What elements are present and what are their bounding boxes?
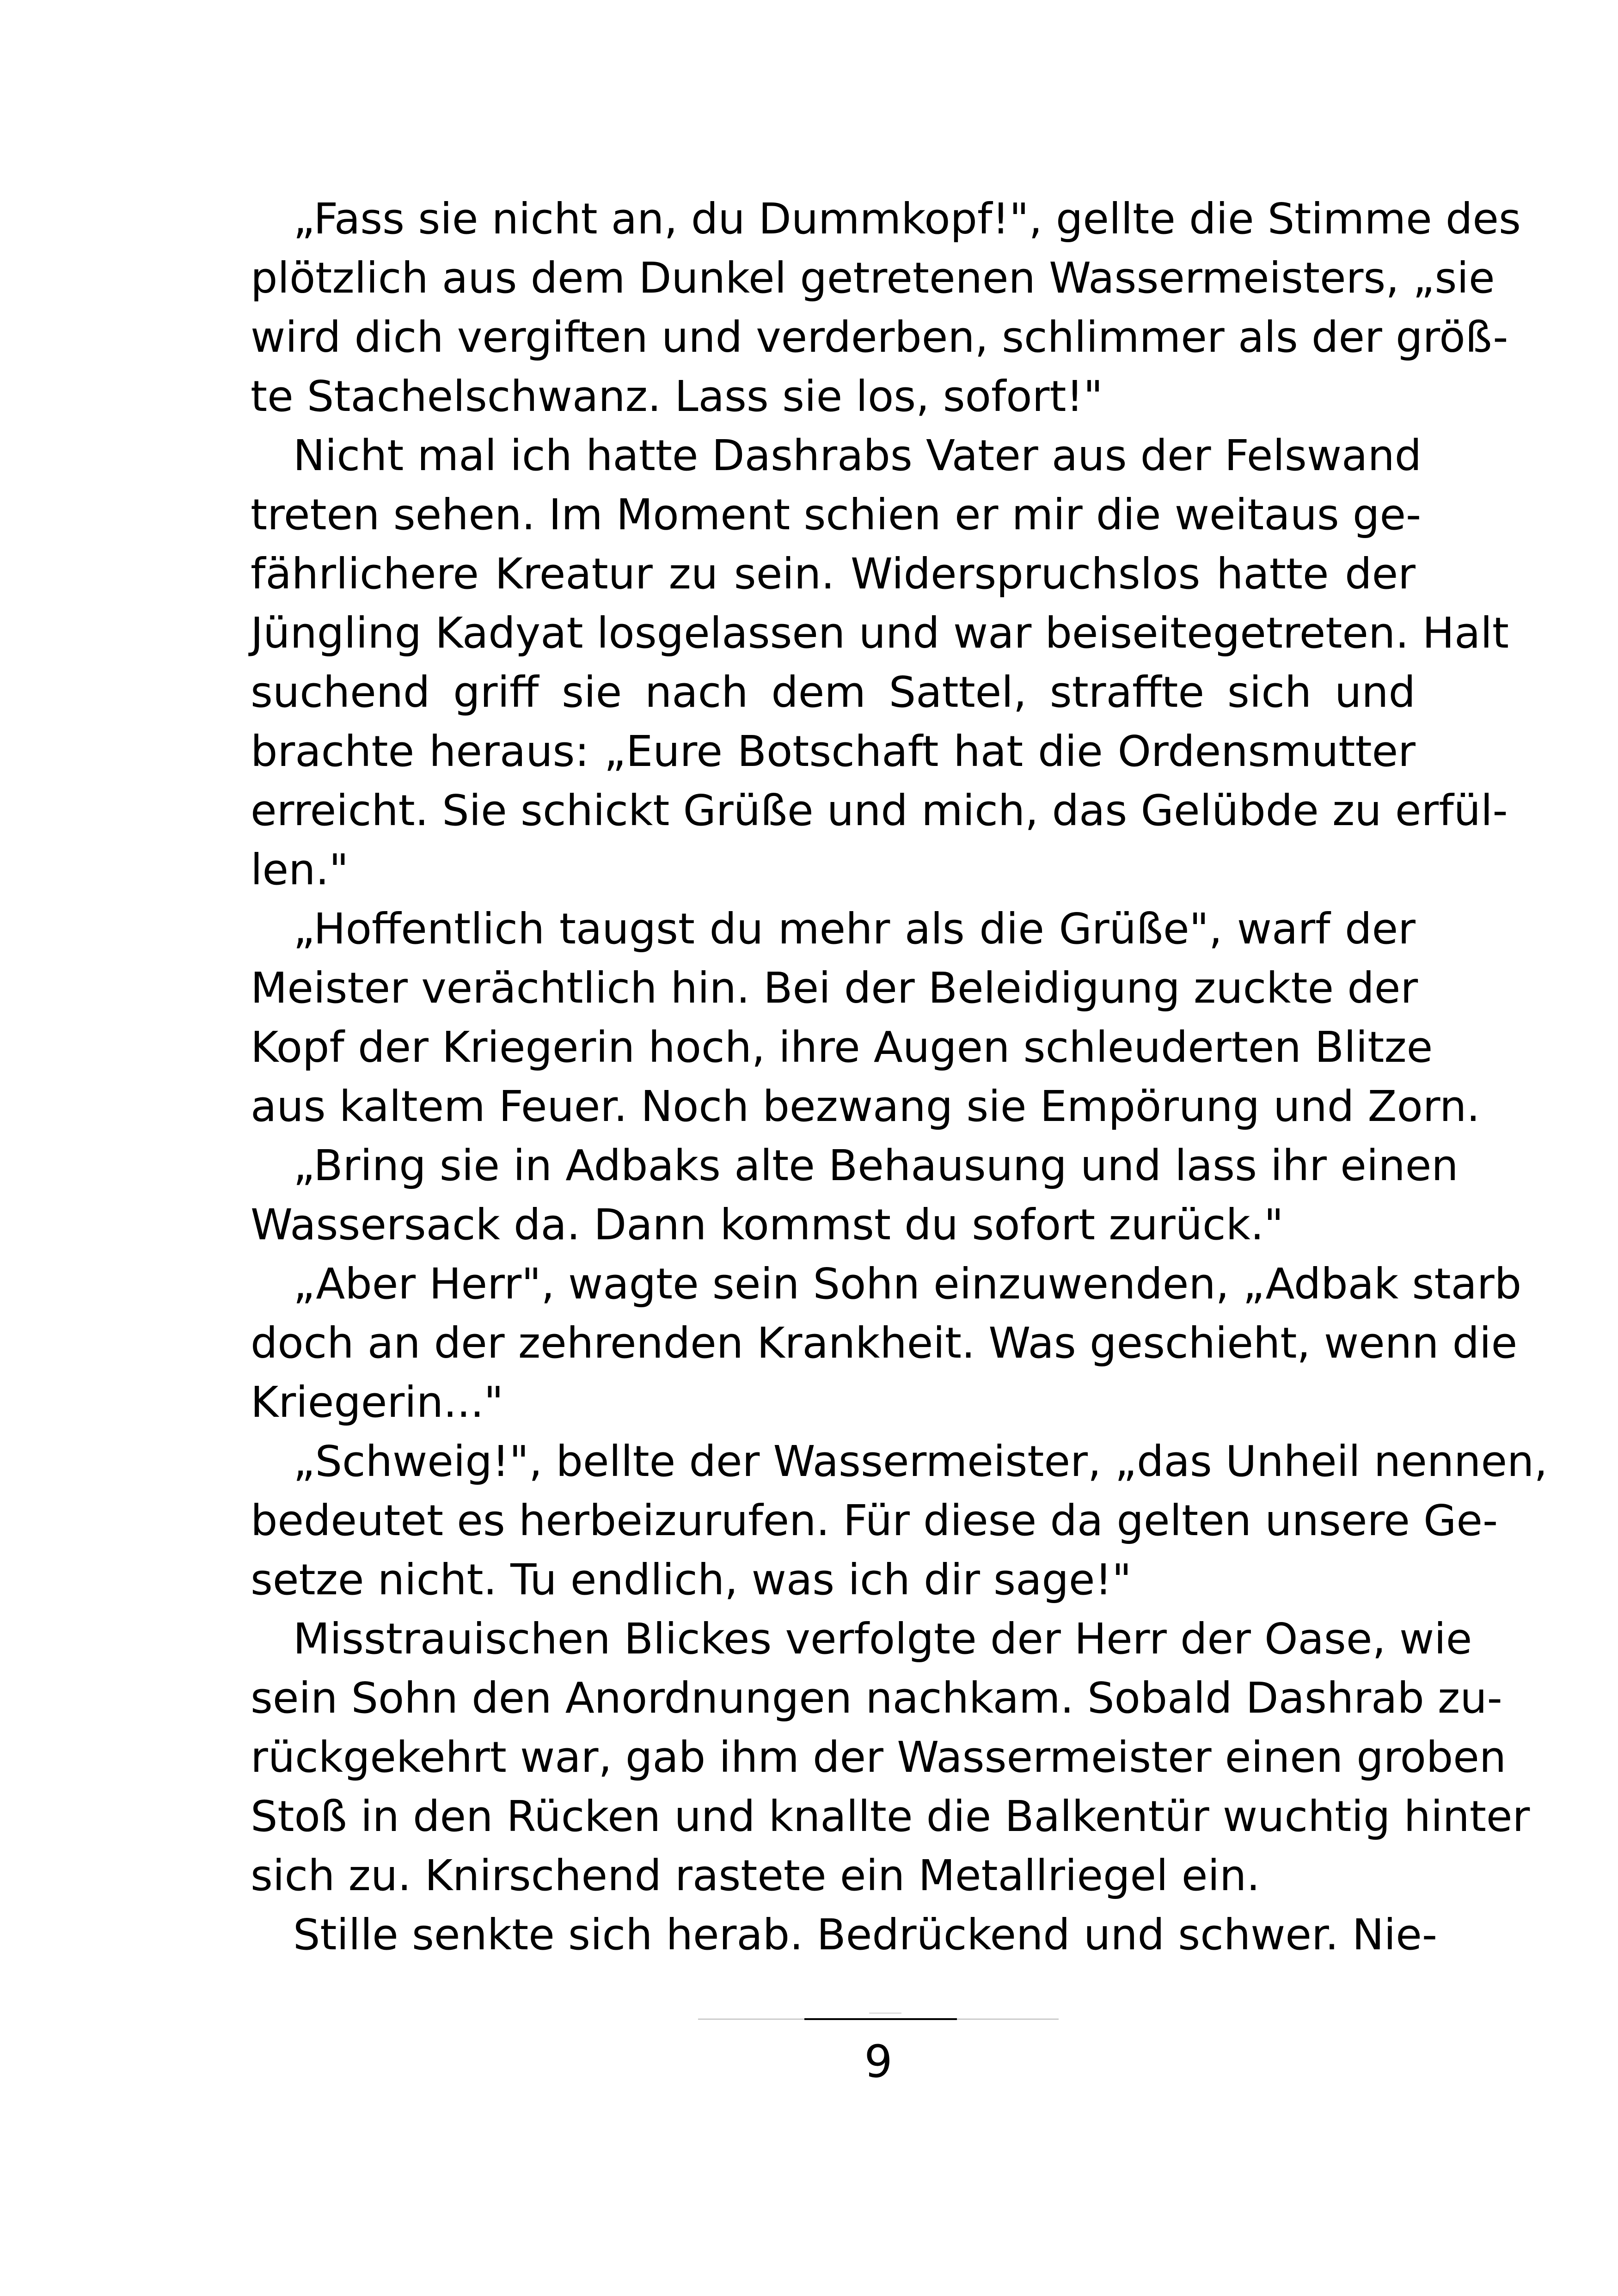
- text-line: treten sehen. Im Moment schien er mir die weitaus ge-: [251, 490, 1422, 539]
- footer-rule: [698, 2018, 1059, 2020]
- text-line: „Fass sie nicht an, du Dummkopf!", gellte die Stimme des: [293, 194, 1521, 244]
- text-line: bedeutet es herbeizurufen. Für diese da gelten unsere Ge-: [251, 1496, 1498, 1545]
- footer-rule-tick: [869, 2013, 901, 2014]
- text-line: brachte heraus: „Eure Botschaft hat die Ordensmutter: [251, 727, 1416, 776]
- text-line: Kopf der Kriegerin hoch, ihre Augen schleuderten Blitze: [251, 1022, 1433, 1072]
- text-line: doch an der zehrenden Krankheit. Was geschieht, wenn die: [251, 1318, 1518, 1368]
- text-line: Misstrauischen Blickes verfolgte der Herr der Oase, wie: [293, 1614, 1472, 1664]
- text-line: erreicht. Sie schickt Grüße und mich, das Gelübde zu erfül-: [251, 786, 1508, 835]
- text-line: Stoß in den Rücken und knallte die Balkentür wuchtig hinter: [251, 1792, 1530, 1841]
- text-line: rückgekehrt war, gab ihm der Wassermeister einen groben: [251, 1733, 1507, 1782]
- text-line: Stille senkte sich herab. Bedrückend und schwer. Nie-: [293, 1910, 1438, 1959]
- text-line: sich zu. Knirschend rastete ein Metallriegel ein.: [251, 1851, 1260, 1900]
- text-line: Meister verächtlich hin. Bei der Beleidigung zuckte der: [251, 963, 1418, 1013]
- text-line: Wassersack da. Dann kommst du sofort zurück.": [251, 1200, 1284, 1249]
- text-line: wird dich vergiften und verderben, schlimmer als der größ-: [251, 312, 1508, 362]
- text-line: suchend griff sie nach dem Sattel, straffte sich und: [251, 667, 1416, 717]
- body-text: [251, 190, 1548, 1965]
- text-line: Jüngling Kadyat losgelassen und war beiseitegetreten. Halt: [251, 608, 1509, 658]
- text-line: te Stachelschwanz. Lass sie los, sofort!": [251, 372, 1103, 421]
- text-line: „Aber Herr", wagte sein Sohn einzuwenden, „Adbak starb: [293, 1259, 1522, 1309]
- text-line: plötzlich aus dem Dunkel getretenen Wassermeisters, „sie: [251, 253, 1495, 303]
- text-line: Nicht mal ich hatte Dashrabs Vater aus der Felswand: [293, 431, 1422, 480]
- text-line: setze nicht. Tu endlich, was ich dir sage!": [251, 1555, 1132, 1604]
- text-line: aus kaltem Feuer. Noch bezwang sie Empörung und Zorn.: [251, 1082, 1480, 1131]
- footer-rule-thick: [804, 2018, 957, 2020]
- text-line: „Schweig!", bellte der Wassermeister, „das Unheil nennen,: [293, 1437, 1548, 1486]
- text-line: len.": [251, 845, 349, 894]
- text-line: „Hoffentlich taugst du mehr als die Grüße", warf der: [293, 904, 1416, 954]
- text-line: Kriegerin...": [251, 1378, 504, 1427]
- page-number: 9: [864, 2036, 893, 2088]
- text-line: sein Sohn den Anordnungen nachkam. Sobald Dashrab zu-: [251, 1673, 1502, 1723]
- text-line: „Bring sie in Adbaks alte Behausung und lass ihr einen: [293, 1141, 1459, 1190]
- text-line: fährlichere Kreatur zu sein. Widerspruchslos hatte der: [251, 549, 1416, 599]
